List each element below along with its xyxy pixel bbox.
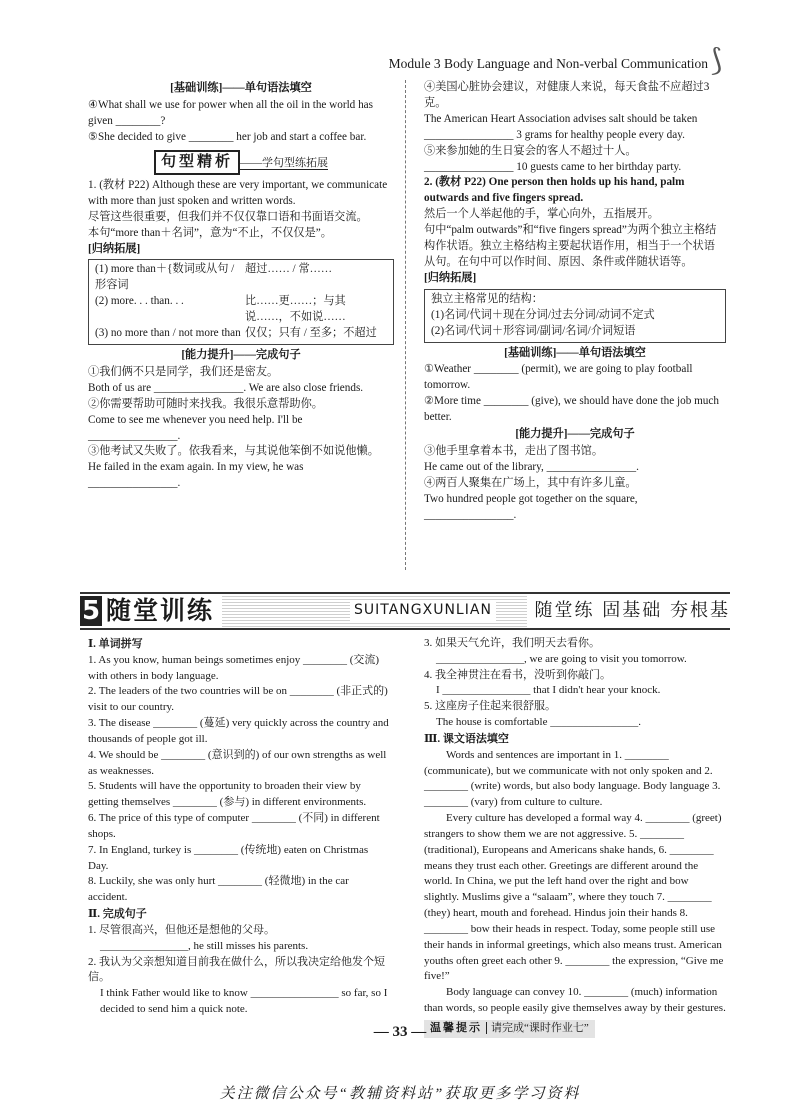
item-translation: 尽管这些很重要，但我们并不仅仅靠口语和书面语交流。: [88, 210, 368, 223]
bottom-right-column: [424, 636, 726, 1038]
module-title: Module 3 Body Language and Non-verbal Communication: [388, 56, 708, 71]
table-row: (2) more. . . than. . . 比……更……；与其说……，不如说……: [95, 295, 346, 324]
exercise-en: The house is comfortable ________________.: [436, 716, 641, 729]
bottom-left-column: [88, 636, 390, 1018]
page-number: — 33 —: [373, 1024, 427, 1040]
exercise-cn: ①我们俩不只是同学，我们还是密友。: [88, 365, 279, 378]
list-item: 3. The disease ________ (蔓延) very quickly across the country and thousands of people got ill.: [88, 717, 389, 745]
exercise-cn: 4. 我全神贯注在看书，没听到你敲门。: [424, 668, 611, 681]
section-name: 随堂训练: [106, 596, 215, 626]
exercise-line: ④What shall we use for power when all the oil in the world has given ________?: [88, 98, 373, 127]
part-heading: Ⅰ. 单词拼写: [88, 638, 143, 650]
basic-training-tag: [基础训练]——单句语法填空: [504, 346, 646, 359]
summary-heading: 独立主格常见的结构：: [431, 292, 543, 305]
basic-training-tag: [基础训练]——单句语法填空: [170, 82, 312, 94]
exercise-cn: 3. 如果天气允许，我们明天去看你。: [424, 637, 600, 649]
exercise-en: ________________ 10 guests came to her birthday party.: [424, 160, 682, 173]
item-sentence: 1. (教材 P22) Although these are very important, we communicate with more than just spoken and written words.: [88, 178, 388, 207]
list-item: 2. The leaders of the two countries will be on ________ (非正式的) visit to our country.: [88, 685, 388, 714]
reminder-label: 温馨提示: [430, 1022, 487, 1034]
item-explanation: 本句“more than＋名词”，意为“不止，不仅仅是”。: [88, 226, 332, 239]
section-band: [80, 592, 730, 630]
ability-tag: [能力提升]——完成句子: [181, 348, 301, 361]
upper-left-column: [88, 80, 394, 492]
exercise-cn: ④两百人聚集在广场上，其中有许多儿童。: [424, 476, 637, 489]
list-item: 8. Luckily, she was only hurt ________ (轻微地) in the car accident.: [88, 875, 349, 904]
page-header: [0, 43, 800, 78]
list-item: 1. As you know, human beings sometimes enjoy ________ (交流) with others in body language.: [88, 653, 380, 682]
table-row: (1) more than＋{数词或从句 / 形容词 超过…… / 常……: [95, 263, 333, 292]
list-item: 6. The price of this type of computer ________ (不同) in different shops.: [88, 812, 380, 840]
summary-tag: [归纳拓展]: [424, 271, 477, 284]
exercise-en: Two hundred people got together on the square, ________________.: [424, 492, 638, 521]
section-subtitle: ——学句型练拓展: [240, 156, 328, 169]
exercise-en: The American Heart Association advises salt should be taken ________________ 3 grams for healthy people every day.: [424, 112, 698, 141]
section-pinyin: SUITANGXUNLIAN: [350, 601, 496, 621]
sentence-analysis-header: [88, 150, 394, 175]
exercise-line: ⑤She decided to give ________ her job and start a coffee bar.: [88, 130, 367, 143]
exercise-cn: ⑤来参加她的生日宴会的客人不超过十人。: [424, 144, 637, 157]
summary-box: [424, 289, 726, 343]
exercise-en: ________________, he still misses his parents.: [100, 939, 309, 952]
passage-paragraph: Every culture has developed a formal way 4. ________ (greet) strangers to show them we are not aggressive. 5. ________ (traditional), Europeans and Americans shake hands, 6. ________ means they trust each other. Greetings are different around the world. In China, we put the left hand over the right and bow slightly. Muslims give a “salaam”, where they touch 7. ________ (they) heart, mouth and forehead. Hindus join their hands 8. ________ bow their heads in respect. Today, some people still use their hands in informal greetings, which also means trust. American youths often greet each other 9. ________ the expression, “Give me five!”: [424, 812, 724, 983]
exercise-en: Come to see me whenever you need help. I'll be ________________.: [88, 413, 303, 442]
exercise-cn: 1. 尽管很高兴，但他还是想他的父母。: [88, 923, 275, 936]
upper-right-column: [424, 80, 726, 523]
exercise-en: Both of us are ________________. We are also close friends.: [88, 381, 364, 394]
exercise-cn: ③他考试又失败了。依我看来，与其说他笨倒不如说他懒。: [88, 445, 379, 458]
exercise-cn: 2. 我认为父亲想知道目前我在做什么，所以我决定给他发个短信。: [88, 955, 385, 984]
exercise-en: ________________, we are going to visit you tomorrow.: [436, 652, 687, 665]
summary-line: (1)名词/代词＋现在分词/过去分词/动词不定式: [431, 308, 655, 321]
exercise-en: I ________________ that I didn't hear your knock.: [436, 684, 661, 697]
summary-line: (2)名词/代词＋形容词/副词/名词/介词短语: [431, 324, 636, 337]
exercise-cn: 5. 这座房子住起来很舒服。: [424, 700, 556, 713]
item-translation: 然后一个人举起他的手，掌心向外，五指展开。: [424, 208, 659, 221]
passage-paragraph: Body language can convey 10. ________ (much) information than words, so people easily give themselves away by their gestures.: [424, 986, 726, 1015]
summary-tag: [归纳拓展]: [88, 242, 141, 255]
column-divider: [405, 80, 406, 570]
band-title: [80, 594, 222, 628]
exercise-en: He failed in the exam again. In my view, he was ________________.: [88, 461, 304, 490]
exercise-cn: ④美国心脏协会建议，对健康人来说，每天食盐不应超过3克。: [424, 81, 710, 109]
exercise-en: He came out of the library, ________________.: [424, 460, 639, 473]
exercise-cn: ③他手里拿着本书，走出了图书馆。: [424, 444, 604, 457]
part-heading: Ⅱ. 完成句子: [88, 908, 147, 921]
list-item: 4. We should be ________ (意识到的) of our own strengths as well as weaknesses.: [88, 748, 387, 777]
exercise-line: ②More time ________ (give), we should have done the job much better.: [424, 395, 719, 424]
part-heading: Ⅲ. 课文语法填空: [424, 732, 509, 745]
section-slogan: 随堂练 固基础 夯根基: [527, 594, 730, 628]
exercise-cn: ②你需要帮助可随时来找我。我很乐意帮助你。: [88, 397, 323, 410]
list-item: 5. Students will have the opportunity to broaden their view by getting themselves ________ (参与) in different environments.: [88, 780, 367, 809]
reminder-text: 请完成“课时作业七”: [491, 1021, 589, 1034]
item-explanation: 句中“palm outwards”和“five fingers spread”为两个独立主格结构作状语。独立主格结构主要起状语作用，相当于一个状语从句。在句中可以作时间、原因、条件或伴随状语等。: [424, 224, 717, 268]
exercise-line: ①Weather ________ (permit), we are going to play football tomorrow.: [424, 363, 693, 392]
item-sentence: 2. (教材 P22) One person then holds up his hand, palm outwards and five fingers spread.: [424, 176, 685, 205]
ability-tag: [能力提升]——完成句子: [515, 428, 635, 441]
footer-note: 关注微信公众号“教辅资料站”获取更多学习资料: [219, 1086, 581, 1102]
exercise-en: I think Father would like to know ________________ so far, so I decided to send him a quick note.: [100, 987, 388, 1016]
summary-table: [88, 259, 394, 345]
section-title: 句型精析: [154, 150, 240, 175]
table-row: (3) no more than / not more than 仅仅；只有 / 至多；不超过: [95, 327, 377, 340]
header-ornament: ⟆: [710, 43, 722, 78]
list-item: 7. In England, turkey is ________ (传统地) eaten on Christmas Day.: [88, 843, 369, 872]
passage-paragraph: Words and sentences are important in 1. ________ (communicate), but we communicate with not only spoken and 2. ________ (write) words, but also body language. Body language 3. ________ (vary) from culture to culture.: [424, 748, 721, 809]
section-number: 5: [81, 595, 101, 626]
